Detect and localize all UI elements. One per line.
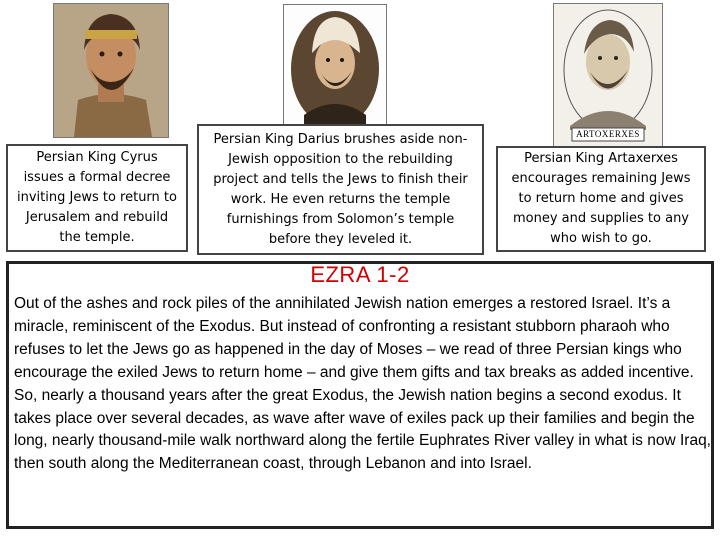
artaxerxes-name-label: ARTOXERXES	[576, 129, 640, 139]
artaxerxes-portrait	[553, 3, 663, 148]
darius-caption-text: Persian King Darius brushes aside non-Jewish opposition to the rebuilding project and tells the Jews to finish their work. He even returns the temple furnishings from Solomon’s temple before they leveled it.	[213, 131, 468, 247]
page-title: EZRA 1-2	[310, 262, 410, 287]
darius-portrait	[283, 4, 387, 134]
darius-caption	[197, 124, 484, 255]
artaxerxes-caption	[496, 146, 706, 252]
paragraph-2: So, nearly a thousand years after the great Exodus, the Jewish nation begins a second exodus. It takes place over several decades, as wave after wave of exiles pack up their families and begin the long, nearly thousand-mile walk northward along the fertile Euphrates River valley in what is now Iraq, then south along the Mediterranean coast, through Lebanon and into Israel.	[14, 386, 711, 473]
cyrus-portrait	[53, 3, 169, 138]
artaxerxes-caption-text: Persian King Artaxerxes encourages remaining Jews to return home and gives money and supplies to any who wish to go.	[511, 151, 691, 246]
body-text	[14, 293, 714, 476]
paragraph-1: Out of the ashes and rock piles of the annihilated Jewish nation emerges a restored Israel. It’s a miracle, reminiscent of the Exodus. But instead of confronting a resistant stubborn pharaoh who refuses to let the Jews go as happened in the day of Moses – we read of three Persian kings who encourage the exiled Jews to return home – and give them gifts and tax breaks as added incentive.	[14, 295, 694, 381]
cyrus-caption	[6, 144, 188, 252]
cyrus-caption-text: Persian King Cyrus issues a formal decree inviting Jews to return to Jerusalem and rebuild the temple.	[17, 150, 177, 245]
